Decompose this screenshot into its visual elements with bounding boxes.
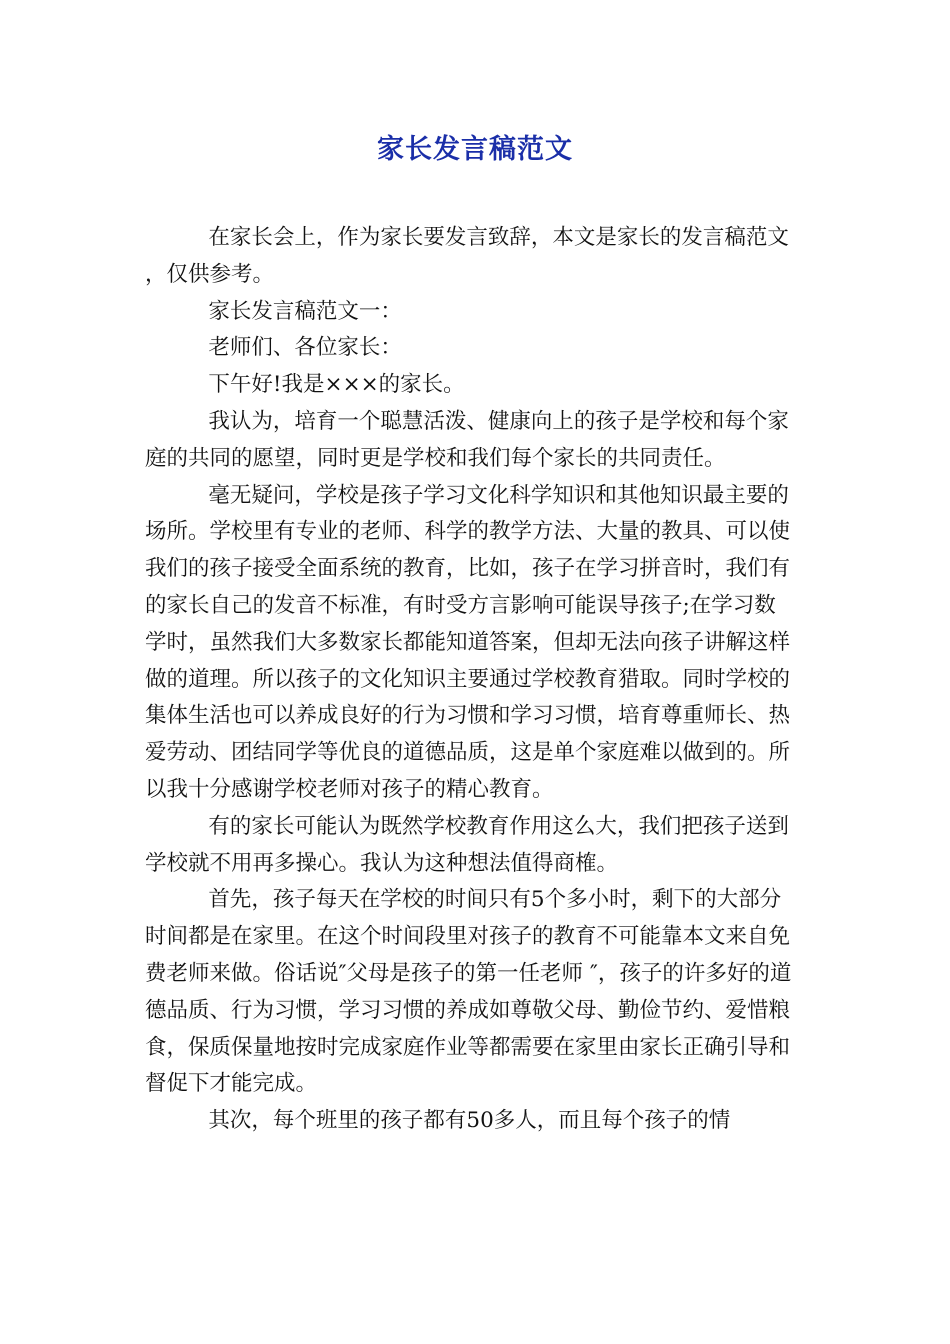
paragraph-shared-responsibility: 我认为，培育一个聪慧活泼、健康向上的孩子是学校和每个家庭的共同的愿望，同时更是学校和我们每个家长的共同责任。 [145, 408, 789, 471]
paragraph-greeting: 下午好!我是×××的家长。 [208, 372, 465, 398]
paragraph-heading-sample-one: 家长发言稿范文一： [208, 298, 402, 324]
paragraph-parent-concern: 有的家长可能认为既然学校教育作用这么大，我们把孩子送到学校就不用再多操心。我认为这种想法值得商榷。 [145, 813, 789, 876]
document-title: 家长发言稿范文 [377, 134, 573, 165]
paragraph-salutation: 老师们、各位家长： [208, 335, 402, 361]
document-body [145, 220, 795, 1140]
paragraph-school-role: 毫无疑问，学校是孩子学习文化科学知识和其他知识最主要的场所。学校里有专业的老师、科学的教学方法、大量的教具、可以使我们的孩子接受全面系统的教育，比如，孩子在学习拼音时，我们有的家长自己的发音不标准，有时受方言影响可能误导孩子;在学习数学时，虽然我们大多数家长都能知道答案，但却无法向孩子讲解这样做的道理。所以孩子的文化知识主要通过学校教育猎取。同时学校的集体生活也可以养成良好的行为习惯和学习习惯，培育尊重师长、热爱劳动、团结同学等优良的道德品质，这是单个家庭难以做到的。所以我十分感谢学校老师对孩子的精心教育。 [145, 482, 791, 802]
paragraph-second-point: 其次，每个班里的孩子都有50多人，而且每个孩子的情 [208, 1108, 731, 1134]
paragraph-intro: 在家长会上，作为家长要发言致辞，本文是家长的发言稿范文，仅供参考。 [145, 225, 789, 287]
paragraph-first-point: 首先，孩子每天在学校的时间只有5个多小时，剩下的大部分时间都是在家里。在这个时间段里对孩子的教育不可能靠本文来自免费老师来做。俗话说″父母是孩子的第一任老师 ″，孩子的许多好的道德品质、行为习惯，学习习惯的养成如尊敬父母、勤俭节约、爱惜粮食，保质保量地按时完成家庭作业等都需要在家里由家长正确引导和督促下才能完成。 [145, 887, 792, 1097]
